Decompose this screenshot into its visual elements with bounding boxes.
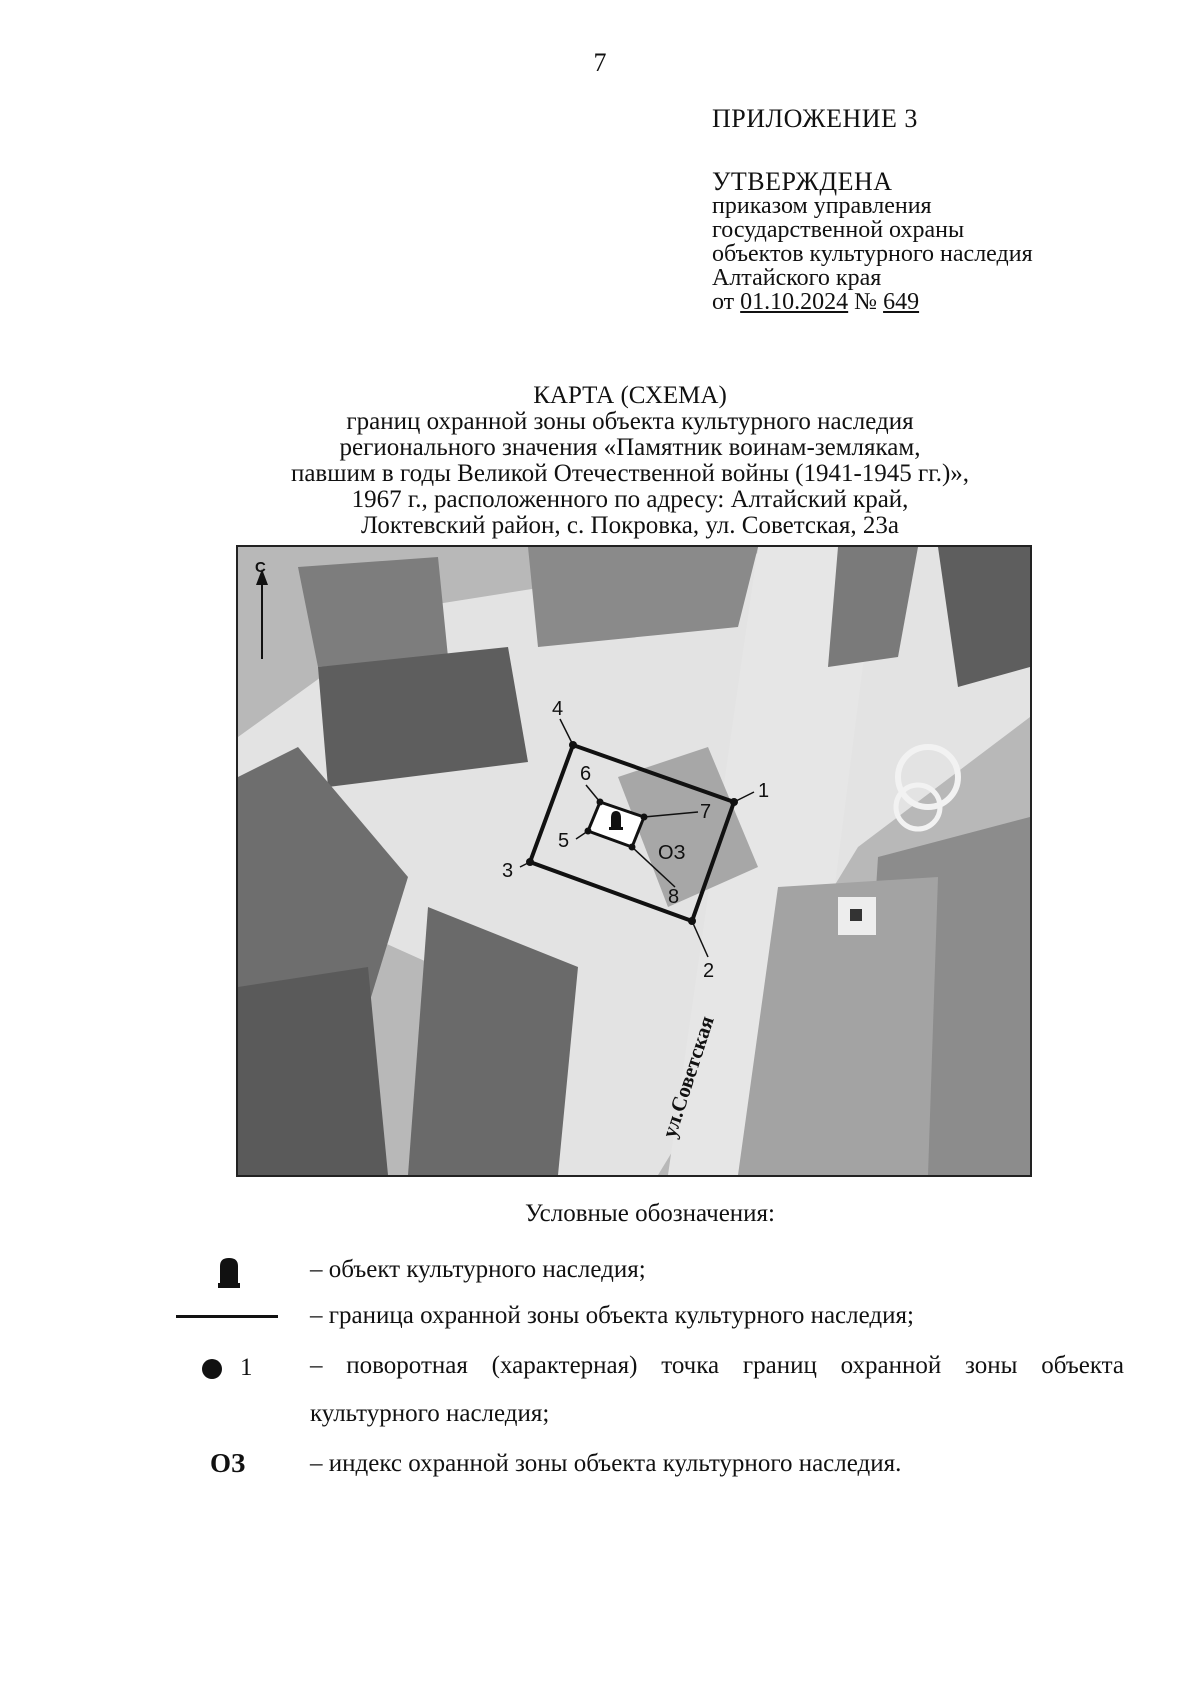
title-line-1: КАРТА (СХЕМА) <box>533 382 727 409</box>
legend-text-monument: – объект культурного наследия; <box>310 1256 646 1283</box>
monument-icon <box>611 811 621 828</box>
approval-date: 01.10.2024 <box>740 289 849 315</box>
title-line-5: 1967 г., расположенного по адресу: Алтайский край, <box>351 486 909 513</box>
title-line-3: регионального значения «Памятник воинам-землякам, <box>339 434 921 461</box>
point-label-4: 4 <box>552 698 564 720</box>
point-label-5: 5 <box>558 830 570 852</box>
approval-number: 649 <box>883 289 920 315</box>
north-label: С <box>255 559 266 576</box>
approval-date-line <box>712 290 1033 314</box>
street-label: ул.Советская <box>656 1012 719 1141</box>
number-prefix: № <box>848 289 884 315</box>
point-label-6: 6 <box>580 763 592 785</box>
title-line-6: Локтевский район, с. Покровка, ул. Советская, 23а <box>361 512 899 539</box>
legend-boundary-line <box>176 1315 278 1318</box>
approval-line-1: приказом управления <box>712 193 932 219</box>
approval-block <box>712 167 1033 315</box>
legend-text-zone-index: – индекс охранной зоны объекта культурного наследия. <box>310 1450 902 1477</box>
point-label-3: 3 <box>502 860 514 882</box>
approval-line-4: Алтайского края <box>712 265 882 291</box>
legend-turning-point-number: 1 <box>240 1354 253 1381</box>
page-number: 7 <box>593 48 607 77</box>
legend-turning-point-symbol <box>200 1357 224 1386</box>
zone-index-label: ОЗ <box>658 842 686 864</box>
point-label-7: 7 <box>700 801 712 823</box>
point-label-8: 8 <box>668 886 680 908</box>
date-prefix: от <box>712 289 741 315</box>
approval-heading: УТВЕРЖДЕНА <box>712 167 893 196</box>
legend-text-turning-point: – поворотная (характерная) точка границ охранной зоны объекта культурного наследия; <box>310 1352 1124 1427</box>
point-label-1: 1 <box>758 780 770 802</box>
map-title <box>200 383 1060 539</box>
title-line-4: павшим в годы Великой Отечественной войны (1941-1945 гг.)», <box>290 460 970 487</box>
legend-zone-index-symbol: ОЗ <box>210 1448 246 1478</box>
approval-line-3: объектов культурного наследия <box>712 241 1033 267</box>
monument-legend-icon <box>216 1256 242 1290</box>
legend-heading: Условные обозначения: <box>524 1200 776 1227</box>
title-line-2: границ охранной зоны объекта культурного наследия <box>346 408 914 435</box>
appendix-heading: ПРИЛОЖЕНИЕ 3 <box>712 104 918 133</box>
approval-line-2: государственной охраны <box>712 217 965 243</box>
turning-point-legend-icon <box>200 1357 224 1381</box>
satellite-map <box>236 545 1032 1177</box>
legend-monument-symbol <box>216 1256 242 1295</box>
point-label-2: 2 <box>703 960 715 982</box>
map-drawing <box>238 547 1030 1175</box>
legend-text-boundary: – граница охранной зоны объекта культурного наследия; <box>310 1302 914 1329</box>
